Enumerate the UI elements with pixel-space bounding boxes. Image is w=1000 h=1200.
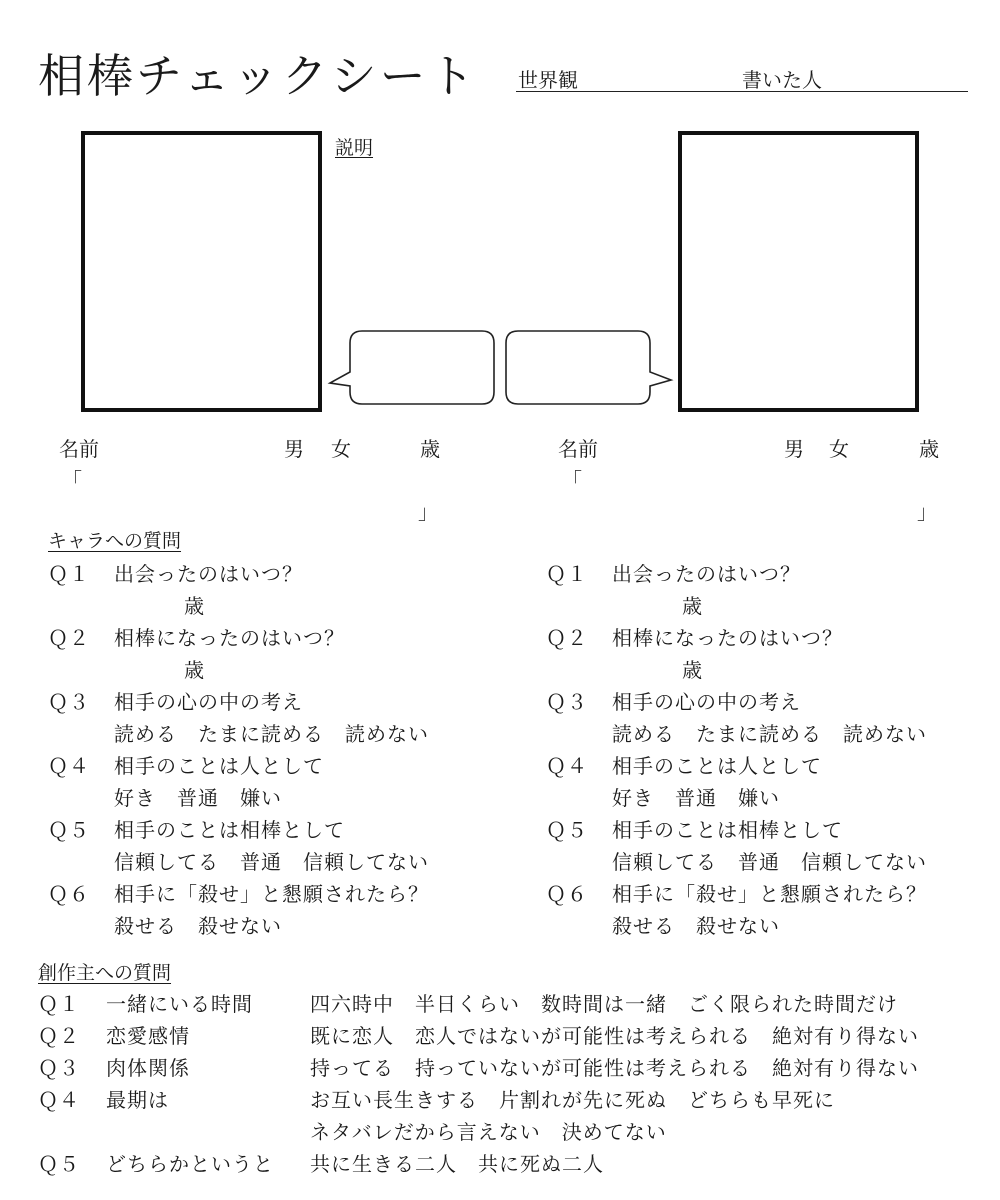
char1-male-option[interactable]: 男 (284, 437, 304, 461)
left-q1-answer[interactable]: 歳 (184, 594, 205, 618)
right-q6 (546, 878, 927, 907)
right-q3 (546, 686, 801, 715)
speech-bubble-left (330, 331, 494, 404)
question-text: 相手に「殺せ」と懇願されたら？ (612, 882, 927, 906)
question-number: Ｑ３ (48, 690, 90, 714)
char2-male-option[interactable]: 男 (784, 437, 804, 461)
creator-q5-number: Ｑ５ (38, 1152, 80, 1176)
char1-quote-close: 」 (418, 500, 438, 524)
question-text: 出会ったのはいつ？ (114, 562, 303, 586)
left-q2 (48, 622, 345, 651)
right-q6-options[interactable]: 殺せる 殺せない (612, 914, 780, 938)
creator-q2-options[interactable]: 既に恋人 恋人ではないが可能性は考えられる 絶対有り得ない (310, 1024, 919, 1048)
creator-q1-options[interactable]: 四六時中 半日くらい 数時間は一緒 ごく限られた時間だけ (310, 992, 898, 1016)
left-q5-options[interactable]: 信頼してる 普通 信頼してない (114, 850, 429, 874)
creator-questions-title: 創作主への質問 (38, 962, 172, 984)
creator-q4-label: 最期は (106, 1088, 169, 1112)
char1-quote-open: 「 (62, 468, 82, 492)
right-q2-answer[interactable]: 歳 (682, 658, 703, 682)
char-questions-title: キャラへの質問 (48, 530, 182, 552)
question-text: 相手のことは人として (114, 754, 324, 778)
char2-quote-open: 「 (562, 468, 582, 492)
creator-q3-options[interactable]: 持ってる 持っていないが可能性は考えられる 絶対有り得ない (310, 1056, 919, 1080)
left-q5 (48, 814, 345, 843)
page-title: 相棒チェックシート (38, 49, 478, 103)
left-q6-options[interactable]: 殺せる 殺せない (114, 914, 282, 938)
left-q4-options[interactable]: 好き 普通 嫌い (114, 786, 282, 810)
left-q3-options[interactable]: 読める たまに読める 読めない (114, 722, 429, 746)
question-number: Ｑ４ (48, 754, 90, 778)
question-text: 相棒になったのはいつ？ (114, 626, 345, 650)
question-number: Ｑ４ (546, 754, 588, 778)
creator-q2-label: 恋愛感情 (106, 1024, 190, 1048)
char2-age-label: 歳 (919, 437, 939, 461)
question-number: Ｑ２ (546, 626, 588, 650)
creator-q5-options[interactable]: 共に生きる二人 共に死ぬ二人 (310, 1152, 604, 1176)
left-q3 (48, 686, 303, 715)
question-text: 相手のことは相棒として (114, 818, 345, 842)
right-q2 (546, 622, 843, 651)
question-number: Ｑ３ (546, 690, 588, 714)
question-number: Ｑ６ (546, 882, 588, 906)
right-q1 (546, 558, 801, 587)
creator-q1-number: Ｑ１ (38, 992, 80, 1016)
left-q6 (48, 878, 429, 907)
left-q4 (48, 750, 324, 779)
right-q3-options[interactable]: 読める たまに読める 読めない (612, 722, 927, 746)
question-text: 相手に「殺せ」と懇願されたら？ (114, 882, 429, 906)
question-text: 出会ったのはいつ？ (612, 562, 801, 586)
creator-q2-number: Ｑ２ (38, 1024, 80, 1048)
right-q1-answer[interactable]: 歳 (682, 594, 703, 618)
question-number: Ｑ１ (546, 562, 588, 586)
question-number: Ｑ５ (48, 818, 90, 842)
question-text: 相手のことは人として (612, 754, 822, 778)
world-label: 世界観 (518, 68, 578, 92)
left-q1 (48, 558, 303, 587)
right-q4 (546, 750, 822, 779)
char2-name-label: 名前 (558, 437, 598, 461)
right-q5-options[interactable]: 信頼してる 普通 信頼してない (612, 850, 927, 874)
left-q2-answer[interactable]: 歳 (184, 658, 205, 682)
creator-q4-options-2[interactable]: ネタバレだから言えない 決めてない (310, 1120, 667, 1144)
right-q5 (546, 814, 843, 843)
question-text: 相棒になったのはいつ？ (612, 626, 843, 650)
question-number: Ｑ１ (48, 562, 90, 586)
question-number: Ｑ６ (48, 882, 90, 906)
author-label: 書いた人 (742, 68, 822, 92)
question-text: 相手のことは相棒として (612, 818, 843, 842)
char2-female-option[interactable]: 女 (829, 437, 849, 461)
question-number: Ｑ２ (48, 626, 90, 650)
speech-bubble-right (506, 331, 671, 404)
creator-q3-number: Ｑ３ (38, 1056, 80, 1080)
char2-quote-close: 」 (917, 500, 937, 524)
creator-q4-number: Ｑ４ (38, 1088, 80, 1112)
question-number: Ｑ５ (546, 818, 588, 842)
creator-q5-label: どちらかというと (106, 1152, 274, 1176)
question-text: 相手の心の中の考え (114, 690, 303, 714)
creator-q1-label: 一緒にいる時間 (106, 992, 253, 1016)
creator-q3-label: 肉体関係 (106, 1056, 190, 1080)
char1-age-label: 歳 (420, 437, 440, 461)
description-label: 説明 (335, 137, 374, 159)
creator-q4-options[interactable]: お互い長生きする 片割れが先に死ぬ どちらも早死に (310, 1088, 835, 1112)
char1-female-option[interactable]: 女 (331, 437, 351, 461)
question-text: 相手の心の中の考え (612, 690, 801, 714)
right-q4-options[interactable]: 好き 普通 嫌い (612, 786, 780, 810)
char1-name-label: 名前 (59, 437, 99, 461)
